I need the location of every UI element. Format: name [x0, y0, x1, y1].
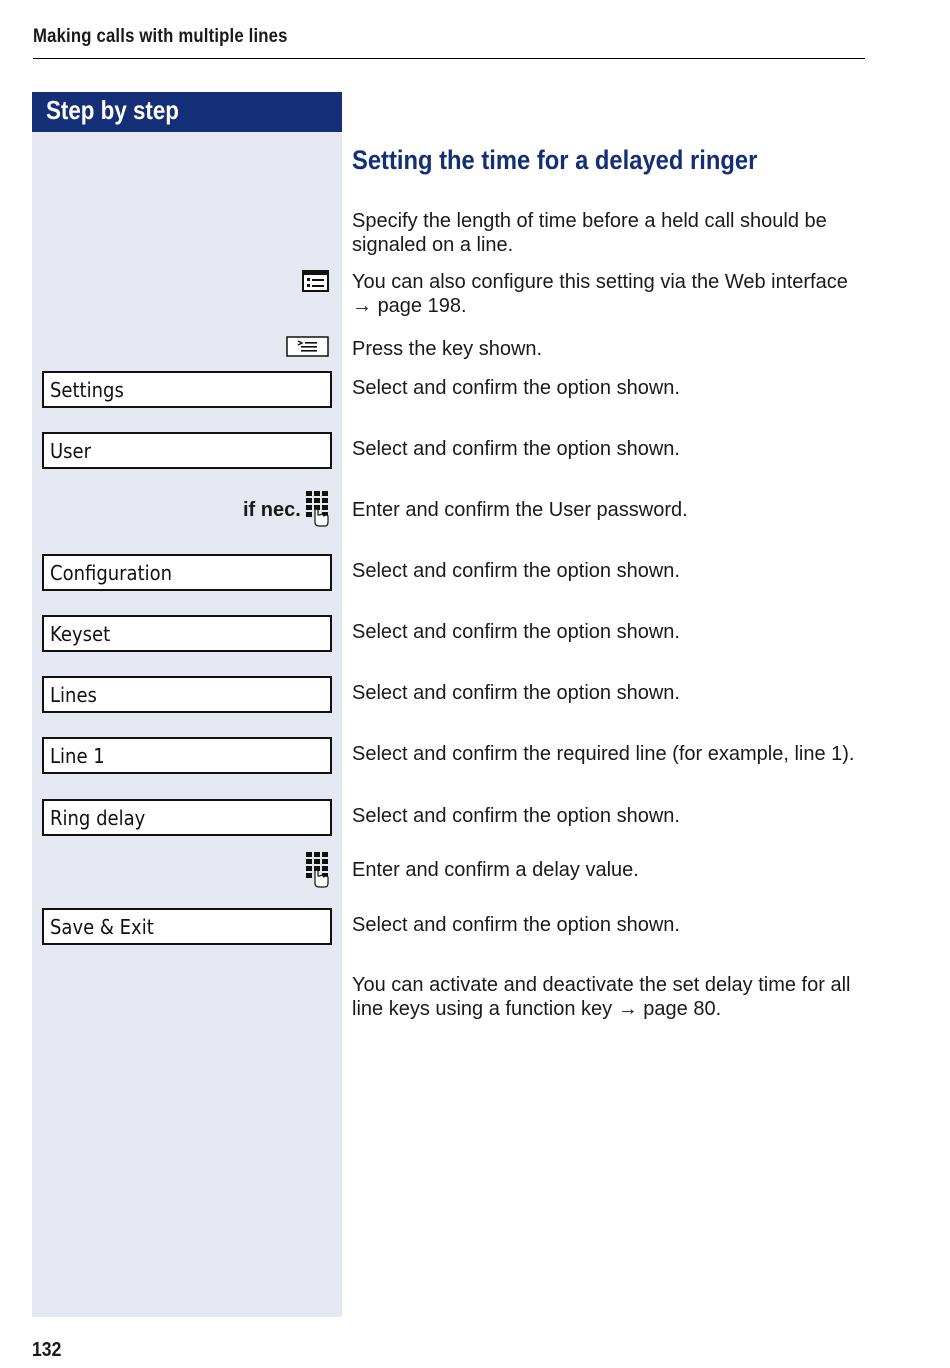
function-key-note	[352, 973, 872, 1021]
page-number: 132	[32, 1339, 62, 1361]
option-keyset[interactable]	[42, 615, 332, 652]
page-ref-link[interactable]: page 80.	[643, 998, 722, 1020]
step-text-user: Select and confirm the option shown.	[352, 438, 680, 460]
step-text-delay-value: Enter and confirm a delay value.	[352, 859, 639, 881]
option-label: Keyset	[50, 622, 111, 646]
sidebar-heading: Step by step	[46, 95, 179, 125]
step-text-line-1: Select and confirm the required line (for example, line 1).	[352, 743, 855, 765]
option-configuration[interactable]	[42, 554, 332, 591]
web-note-text: You can also configure this setting via the Web interface	[352, 271, 848, 293]
option-label: Settings	[50, 378, 124, 402]
page-ref-arrow: →	[617, 998, 638, 1020]
function-key-note-text: You can activate and deactivate the set delay time for all line keys using a function key	[352, 974, 851, 1020]
web-interface-icon	[302, 270, 329, 292]
option-user[interactable]	[42, 432, 332, 469]
page-ref-arrow: →	[352, 295, 372, 317]
step-text-password: Enter and confirm the User password.	[352, 499, 688, 521]
keypad-icon	[305, 851, 331, 889]
header-divider	[33, 58, 865, 59]
option-label: Save & Exit	[50, 915, 154, 939]
intro-text: Specify the length of time before a held call should be signaled on a line.	[352, 210, 827, 256]
press-key-text: Press the key shown.	[352, 338, 543, 360]
step-text-save-exit: Select and confirm the option shown.	[352, 914, 680, 936]
step-text-keyset: Select and confirm the option shown.	[352, 621, 680, 643]
page-ref-link[interactable]: page 198.	[377, 295, 467, 317]
option-label: User	[50, 439, 92, 463]
option-ring-delay[interactable]	[42, 799, 332, 836]
step-text-lines: Select and confirm the option shown.	[352, 682, 680, 704]
option-label: Configuration	[50, 561, 173, 585]
option-save-exit[interactable]	[42, 908, 332, 945]
option-lines[interactable]	[42, 676, 332, 713]
section-title: Setting the time for a delayed ringer	[352, 145, 758, 175]
step-text-ring-delay: Select and confirm the option shown.	[352, 805, 680, 827]
option-line-1[interactable]	[42, 737, 332, 774]
option-settings[interactable]	[42, 371, 332, 408]
menu-key-icon	[286, 336, 329, 357]
step-text-settings: Select and confirm the option shown.	[352, 377, 680, 399]
web-interface-note	[352, 270, 872, 318]
option-label: Lines	[50, 683, 97, 707]
keypad-icon	[305, 490, 331, 528]
option-label: Ring delay	[50, 806, 146, 830]
option-label: Line 1	[50, 744, 105, 768]
if-necessary-label: if nec.	[243, 499, 301, 521]
running-header: Making calls with multiple lines	[33, 26, 288, 47]
step-text-configuration: Select and confirm the option shown.	[352, 560, 680, 582]
